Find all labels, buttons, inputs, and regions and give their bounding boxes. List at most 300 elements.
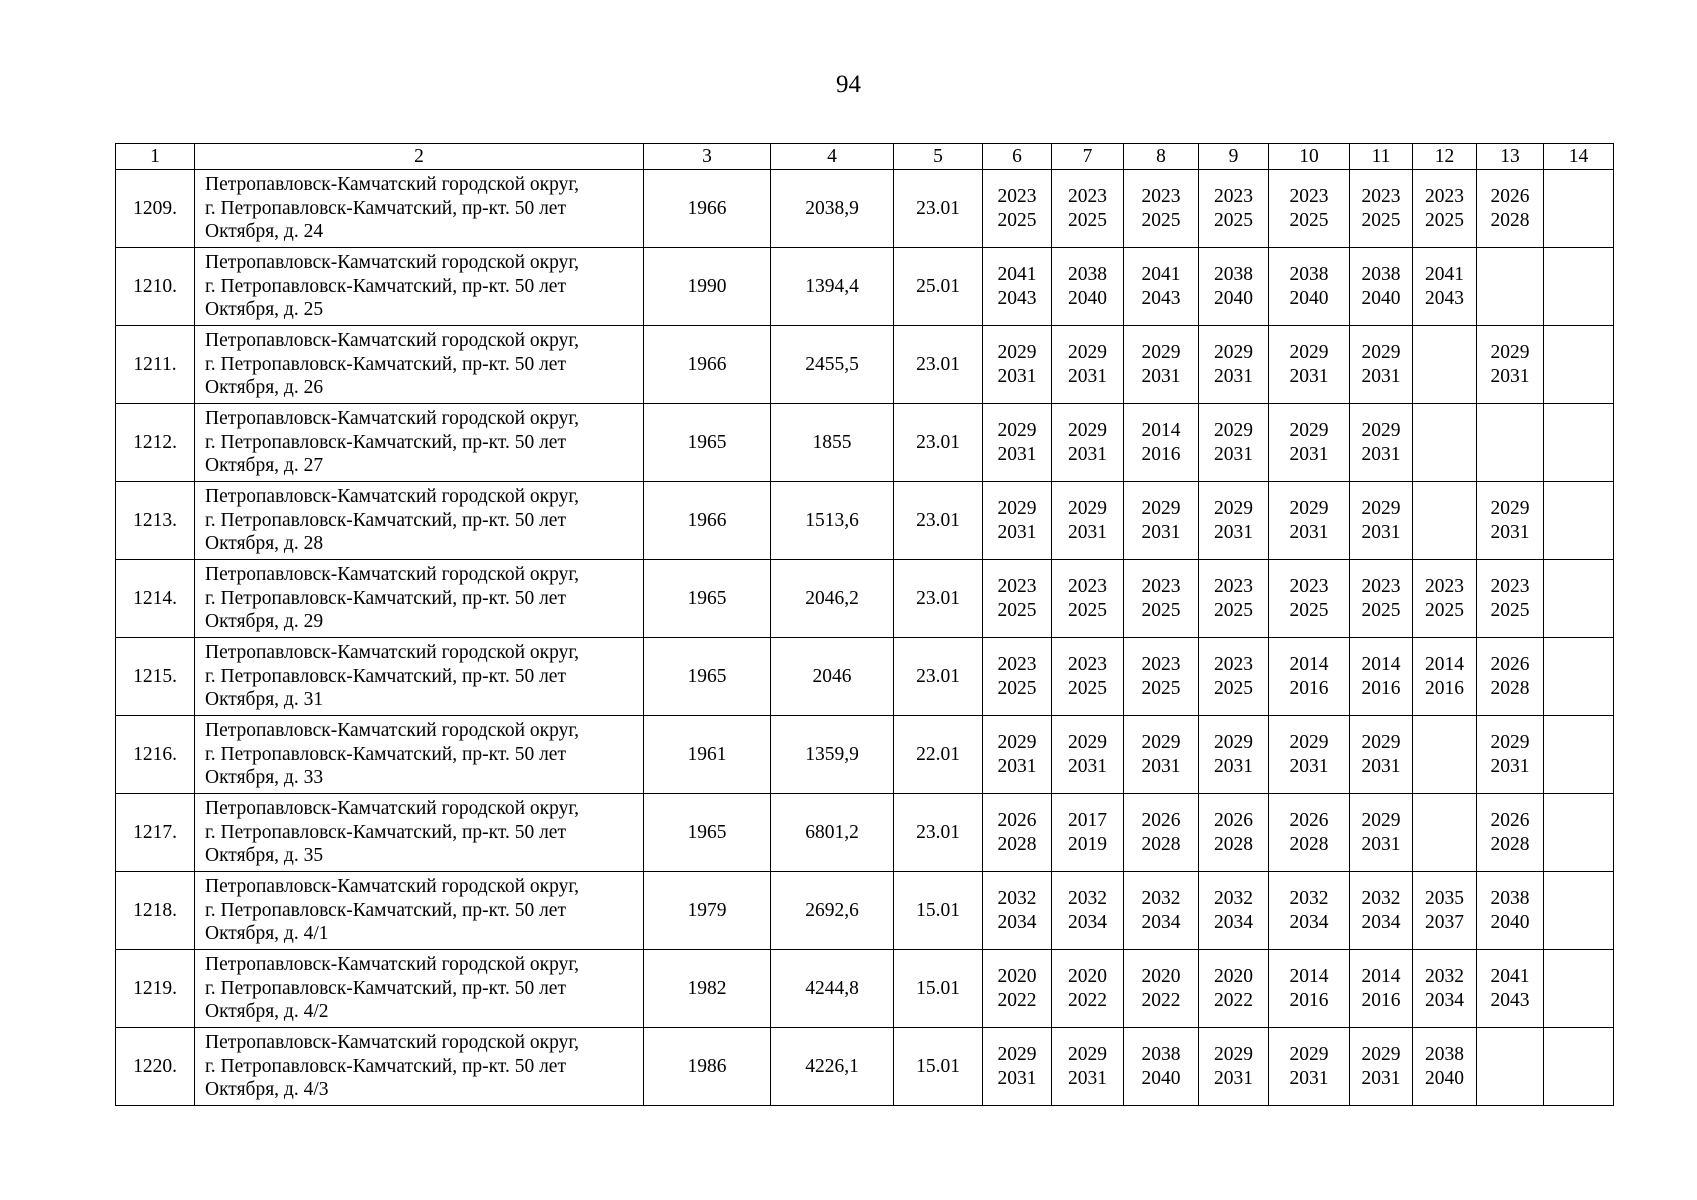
address-line: Октября, д. 26 (205, 377, 324, 399)
period-start-year: 2029 (1214, 732, 1253, 753)
area-cell: 2046,2 (771, 560, 894, 638)
period-cell (1124, 794, 1199, 872)
period-end-year: 2031 (997, 521, 1037, 543)
address-cell (195, 482, 644, 560)
period-cell (1124, 482, 1199, 560)
period-cell (1544, 404, 1614, 482)
period-end-year: 2034 (1141, 911, 1181, 933)
period-end-year: 2025 (997, 677, 1037, 699)
period-start-year: 2014 (1361, 966, 1401, 987)
period-end-year: 2031 (1361, 443, 1401, 465)
period-start-year: 2032 (1425, 966, 1464, 987)
address-line: г. Петропавловск-Камчатский, пр-кт. 50 лет (205, 197, 566, 219)
period-end-year: 2034 (1289, 911, 1329, 933)
period-end-year: 2025 (1214, 677, 1253, 699)
period-cell (1350, 638, 1413, 716)
period-end-year: 2019 (1068, 833, 1107, 855)
period-start-year: 2032 (1361, 888, 1401, 909)
address-line: г. Петропавловск-Камчатский, пр-кт. 50 лет (205, 1055, 566, 1077)
address-line: г. Петропавловск-Камчатский, пр-кт. 50 лет (205, 353, 566, 375)
address-line: Петропавловск-Камчатский городской округ, (205, 1032, 580, 1054)
period-end-year: 2031 (1068, 443, 1107, 465)
period-end-year: 2025 (1289, 209, 1329, 231)
period-cell (1544, 560, 1614, 638)
period-end-year: 2031 (1361, 833, 1401, 855)
table-row (116, 638, 1614, 716)
period-end-year: 2031 (1214, 1067, 1253, 1089)
row-number-cell: 1212. (116, 404, 195, 482)
period-start-year: 2029 (997, 420, 1037, 441)
period-end-year: 2031 (1289, 365, 1329, 387)
period-end-year: 2040 (1289, 287, 1329, 309)
address-line: Петропавловск-Камчатский городской округ, (205, 486, 580, 508)
period-end-year: 2031 (1289, 443, 1329, 465)
period-start-year: 2029 (1289, 732, 1329, 753)
period-start-year: 2026 (1490, 186, 1530, 207)
period-cell (983, 950, 1052, 1028)
row-number-cell: 1217. (116, 794, 195, 872)
period-start-year: 2014 (1425, 654, 1464, 675)
address-cell (195, 638, 644, 716)
period-cell (1350, 872, 1413, 950)
period-start-year: 2023 (1141, 186, 1181, 207)
period-cell (1124, 404, 1199, 482)
period-cell (983, 638, 1052, 716)
table-row (116, 1028, 1614, 1106)
period-start-year: 2041 (1425, 264, 1464, 285)
column-header: 5 (894, 144, 983, 170)
period-cell (1413, 248, 1477, 326)
period-start-year: 2023 (1141, 576, 1181, 597)
address-line: г. Петропавловск-Камчатский, пр-кт. 50 лет (205, 821, 566, 843)
period-start-year: 2023 (997, 186, 1037, 207)
period-end-year: 2025 (1361, 209, 1401, 231)
period-start-year: 2029 (1068, 342, 1107, 363)
period-cell (1350, 716, 1413, 794)
period-cell (983, 560, 1052, 638)
period-end-year: 2028 (1214, 833, 1253, 855)
address-line: Октября, д. 25 (205, 299, 324, 321)
address-line: г. Петропавловск-Камчатский, пр-кт. 50 лет (205, 899, 566, 921)
period-cell (1199, 950, 1269, 1028)
period-end-year: 2022 (1214, 989, 1253, 1011)
period-start-year: 2029 (1361, 732, 1401, 753)
period-end-year: 2034 (997, 911, 1037, 933)
period-start-year: 2038 (1289, 264, 1329, 285)
period-cell (1350, 170, 1413, 248)
address-cell (195, 248, 644, 326)
period-start-year: 2020 (997, 966, 1037, 987)
period-end-year: 2031 (997, 755, 1037, 777)
period-end-year: 2031 (1361, 1067, 1401, 1089)
row-number-cell: 1214. (116, 560, 195, 638)
period-end-year: 2025 (1068, 677, 1107, 699)
period-start-year: 2014 (1141, 420, 1181, 441)
period-start-year: 2023 (1361, 186, 1401, 207)
period-end-year: 2025 (1214, 599, 1253, 621)
period-cell (1350, 560, 1413, 638)
column-header: 1 (116, 144, 195, 170)
area-cell: 1394,4 (771, 248, 894, 326)
period-cell (1052, 404, 1124, 482)
row-number-cell: 1215. (116, 638, 195, 716)
period-start-year: 2029 (1361, 498, 1401, 519)
column-header: 7 (1052, 144, 1124, 170)
table-row (116, 404, 1614, 482)
period-cell (1199, 404, 1269, 482)
code-cell: 23.01 (894, 560, 983, 638)
address-cell (195, 716, 644, 794)
period-cell (1544, 482, 1614, 560)
period-cell (1269, 170, 1350, 248)
period-end-year: 2025 (1361, 599, 1401, 621)
period-start-year: 2029 (1214, 420, 1253, 441)
period-end-year: 2040 (1490, 911, 1530, 933)
period-cell (1544, 950, 1614, 1028)
address-line: г. Петропавловск-Камчатский, пр-кт. 50 лет (205, 665, 566, 687)
address-line: Петропавловск-Камчатский городской округ, (205, 408, 580, 430)
period-start-year: 2023 (1425, 576, 1464, 597)
period-start-year: 2032 (1141, 888, 1181, 909)
period-end-year: 2031 (997, 365, 1037, 387)
period-start-year: 2029 (1490, 498, 1530, 519)
table-row (116, 872, 1614, 950)
period-cell (1199, 638, 1269, 716)
period-cell (1269, 326, 1350, 404)
period-start-year: 2038 (1214, 264, 1253, 285)
period-start-year: 2023 (1214, 576, 1253, 597)
period-cell (1477, 404, 1544, 482)
period-end-year: 2034 (1425, 989, 1464, 1011)
table-row (116, 170, 1614, 248)
period-cell (983, 326, 1052, 404)
period-start-year: 2029 (1289, 1044, 1329, 1065)
period-end-year: 2016 (1361, 989, 1401, 1011)
period-start-year: 2032 (997, 888, 1037, 909)
address-line: г. Петропавловск-Камчатский, пр-кт. 50 лет (205, 431, 566, 453)
period-end-year: 2025 (1214, 209, 1253, 231)
address-line: Петропавловск-Камчатский городской округ, (205, 564, 580, 586)
period-end-year: 2034 (1068, 911, 1107, 933)
period-cell (1269, 482, 1350, 560)
table-row (116, 950, 1614, 1028)
period-start-year: 2020 (1141, 966, 1181, 987)
row-number-cell: 1216. (116, 716, 195, 794)
code-cell: 15.01 (894, 1028, 983, 1106)
address-line: Октября, д. 4/3 (205, 1079, 329, 1101)
row-number-cell: 1218. (116, 872, 195, 950)
column-header: 8 (1124, 144, 1199, 170)
period-cell (1413, 1028, 1477, 1106)
period-end-year: 2037 (1425, 911, 1464, 933)
area-cell: 1855 (771, 404, 894, 482)
year-built-cell: 1990 (644, 248, 771, 326)
period-cell (1124, 1028, 1199, 1106)
period-cell (1413, 638, 1477, 716)
period-cell (1413, 560, 1477, 638)
period-cell (1350, 326, 1413, 404)
period-end-year: 2016 (1425, 677, 1464, 699)
address-line: г. Петропавловск-Камчатский, пр-кт. 50 лет (205, 977, 566, 999)
period-start-year: 2038 (1425, 1044, 1464, 1065)
period-cell (1544, 794, 1614, 872)
period-start-year: 2026 (1141, 810, 1181, 831)
period-cell (1269, 872, 1350, 950)
period-start-year: 2014 (1361, 654, 1401, 675)
period-end-year: 2040 (1425, 1067, 1464, 1089)
year-built-cell: 1965 (644, 794, 771, 872)
period-start-year: 2023 (1425, 186, 1464, 207)
period-cell (1413, 404, 1477, 482)
period-start-year: 2017 (1068, 810, 1107, 831)
period-cell (1413, 482, 1477, 560)
address-line: г. Петропавловск-Камчатский, пр-кт. 50 лет (205, 275, 566, 297)
code-cell: 25.01 (894, 248, 983, 326)
period-cell (1269, 794, 1350, 872)
year-built-cell: 1966 (644, 482, 771, 560)
period-start-year: 2023 (1068, 576, 1107, 597)
period-cell (1477, 248, 1544, 326)
period-cell (983, 1028, 1052, 1106)
address-cell (195, 1028, 644, 1106)
period-cell (983, 248, 1052, 326)
period-cell (983, 716, 1052, 794)
row-number-cell: 1210. (116, 248, 195, 326)
address-line: Петропавловск-Камчатский городской округ, (205, 876, 580, 898)
column-header: 13 (1477, 144, 1544, 170)
period-start-year: 2038 (1361, 264, 1401, 285)
year-built-cell: 1965 (644, 404, 771, 482)
period-start-year: 2029 (1289, 420, 1329, 441)
period-cell (1052, 248, 1124, 326)
period-cell (1199, 560, 1269, 638)
period-end-year: 2031 (1361, 521, 1401, 543)
period-cell (1124, 716, 1199, 794)
address-cell (195, 170, 644, 248)
period-start-year: 2026 (1490, 810, 1530, 831)
period-end-year: 2028 (1490, 209, 1530, 231)
code-cell: 22.01 (894, 716, 983, 794)
address-cell (195, 950, 644, 1028)
period-end-year: 2022 (997, 989, 1037, 1011)
period-cell (1350, 482, 1413, 560)
period-start-year: 2023 (1141, 654, 1181, 675)
period-cell (1199, 248, 1269, 326)
period-end-year: 2031 (1289, 1067, 1329, 1089)
period-start-year: 2038 (1068, 264, 1107, 285)
period-cell (1052, 872, 1124, 950)
period-cell (1477, 872, 1544, 950)
period-cell (1052, 950, 1124, 1028)
period-cell (1477, 1028, 1544, 1106)
table-row (116, 560, 1614, 638)
period-end-year: 2034 (1214, 911, 1253, 933)
row-number-cell: 1213. (116, 482, 195, 560)
period-end-year: 2025 (997, 599, 1037, 621)
period-end-year: 2043 (1425, 287, 1464, 309)
period-end-year: 2028 (1289, 833, 1329, 855)
period-cell (1052, 1028, 1124, 1106)
period-start-year: 2029 (1214, 342, 1253, 363)
period-cell (1199, 1028, 1269, 1106)
period-end-year: 2040 (1141, 1067, 1181, 1089)
column-header: 11 (1350, 144, 1413, 170)
period-cell (1413, 872, 1477, 950)
period-cell (1350, 950, 1413, 1028)
address-cell (195, 794, 644, 872)
period-cell (1477, 326, 1544, 404)
period-cell (1199, 326, 1269, 404)
area-cell: 1359,9 (771, 716, 894, 794)
period-end-year: 2031 (1361, 755, 1401, 777)
period-cell (1269, 716, 1350, 794)
period-end-year: 2043 (997, 287, 1037, 309)
period-end-year: 2031 (1068, 521, 1107, 543)
period-end-year: 2031 (1490, 521, 1530, 543)
period-cell (1052, 560, 1124, 638)
period-start-year: 2020 (1068, 966, 1107, 987)
period-start-year: 2029 (997, 732, 1037, 753)
period-start-year: 2032 (1068, 888, 1107, 909)
address-cell (195, 560, 644, 638)
address-line: Октября, д. 28 (205, 533, 324, 555)
column-header: 10 (1269, 144, 1350, 170)
code-cell: 23.01 (894, 404, 983, 482)
period-start-year: 2029 (997, 1044, 1037, 1065)
year-built-cell: 1965 (644, 638, 771, 716)
period-end-year: 2025 (1141, 599, 1181, 621)
period-cell (1199, 716, 1269, 794)
period-cell (1350, 794, 1413, 872)
period-cell (1269, 638, 1350, 716)
column-header: 14 (1544, 144, 1614, 170)
period-cell (1477, 170, 1544, 248)
period-end-year: 2028 (1490, 833, 1530, 855)
column-header: 12 (1413, 144, 1477, 170)
period-end-year: 2025 (1141, 209, 1181, 231)
period-start-year: 2029 (1068, 732, 1107, 753)
address-line: Октября, д. 27 (205, 455, 324, 477)
period-cell (1477, 950, 1544, 1028)
period-cell (1269, 560, 1350, 638)
period-cell (1413, 170, 1477, 248)
period-cell (983, 170, 1052, 248)
period-end-year: 2040 (1361, 287, 1401, 309)
period-start-year: 2026 (997, 810, 1037, 831)
year-built-cell: 1965 (644, 560, 771, 638)
table-row (116, 716, 1614, 794)
period-cell (1052, 326, 1124, 404)
period-end-year: 2028 (997, 833, 1037, 855)
period-end-year: 2025 (1068, 209, 1107, 231)
period-cell (1124, 560, 1199, 638)
period-cell (1477, 560, 1544, 638)
period-start-year: 2023 (997, 576, 1037, 597)
column-header: 2 (195, 144, 644, 170)
period-start-year: 2029 (1068, 1044, 1107, 1065)
area-cell: 4226,1 (771, 1028, 894, 1106)
period-cell (1124, 170, 1199, 248)
address-line: Октября, д. 31 (205, 689, 324, 711)
period-end-year: 2022 (1068, 989, 1107, 1011)
period-start-year: 2023 (1289, 576, 1329, 597)
period-cell (1477, 794, 1544, 872)
table-body (116, 170, 1614, 1106)
table-row (116, 794, 1614, 872)
period-cell (983, 404, 1052, 482)
period-cell (1124, 638, 1199, 716)
period-cell (1544, 716, 1614, 794)
period-cell (1052, 482, 1124, 560)
period-end-year: 2031 (1490, 755, 1530, 777)
period-end-year: 2040 (1068, 287, 1107, 309)
row-number-cell: 1209. (116, 170, 195, 248)
period-cell (1269, 950, 1350, 1028)
period-start-year: 2029 (1289, 498, 1329, 519)
period-start-year: 2029 (1141, 342, 1181, 363)
period-cell (983, 794, 1052, 872)
period-cell (1350, 404, 1413, 482)
period-cell (1199, 482, 1269, 560)
period-end-year: 2031 (1141, 755, 1181, 777)
period-cell (1544, 248, 1614, 326)
year-built-cell: 1961 (644, 716, 771, 794)
period-start-year: 2041 (1490, 966, 1530, 987)
period-start-year: 2029 (1361, 810, 1401, 831)
period-end-year: 2016 (1141, 443, 1181, 465)
period-start-year: 2029 (1214, 1044, 1253, 1065)
period-end-year: 2022 (1141, 989, 1181, 1011)
period-start-year: 2029 (1361, 420, 1401, 441)
period-cell (1124, 872, 1199, 950)
period-cell (1413, 716, 1477, 794)
column-header: 4 (771, 144, 894, 170)
period-end-year: 2016 (1289, 989, 1329, 1011)
period-end-year: 2031 (1068, 1067, 1107, 1089)
period-start-year: 2029 (1289, 342, 1329, 363)
address-line: Петропавловск-Камчатский городской округ, (205, 174, 580, 196)
table-row (116, 248, 1614, 326)
year-built-cell: 1966 (644, 170, 771, 248)
row-number-cell: 1220. (116, 1028, 195, 1106)
code-cell: 23.01 (894, 170, 983, 248)
period-start-year: 2026 (1490, 654, 1530, 675)
period-cell (1052, 170, 1124, 248)
period-start-year: 2020 (1214, 966, 1253, 987)
period-end-year: 2016 (1289, 677, 1329, 699)
address-line: Петропавловск-Камчатский городской округ, (205, 330, 580, 352)
address-line: г. Петропавловск-Камчатский, пр-кт. 50 лет (205, 509, 566, 531)
page-number: 94 (836, 71, 861, 98)
year-built-cell: 1966 (644, 326, 771, 404)
period-end-year: 2031 (1141, 521, 1181, 543)
year-built-cell: 1979 (644, 872, 771, 950)
period-end-year: 2031 (1361, 365, 1401, 387)
period-start-year: 2023 (997, 654, 1037, 675)
period-cell (1350, 1028, 1413, 1106)
address-line: Октября, д. 4/1 (205, 923, 329, 945)
period-end-year: 2025 (1289, 599, 1329, 621)
address-line: Петропавловск-Камчатский городской округ, (205, 642, 580, 664)
area-cell: 1513,6 (771, 482, 894, 560)
period-cell (983, 482, 1052, 560)
period-start-year: 2026 (1289, 810, 1329, 831)
period-cell (1544, 1028, 1614, 1106)
period-start-year: 2029 (1068, 420, 1107, 441)
period-cell (1269, 1028, 1350, 1106)
period-start-year: 2029 (1141, 732, 1181, 753)
period-end-year: 2031 (1068, 755, 1107, 777)
